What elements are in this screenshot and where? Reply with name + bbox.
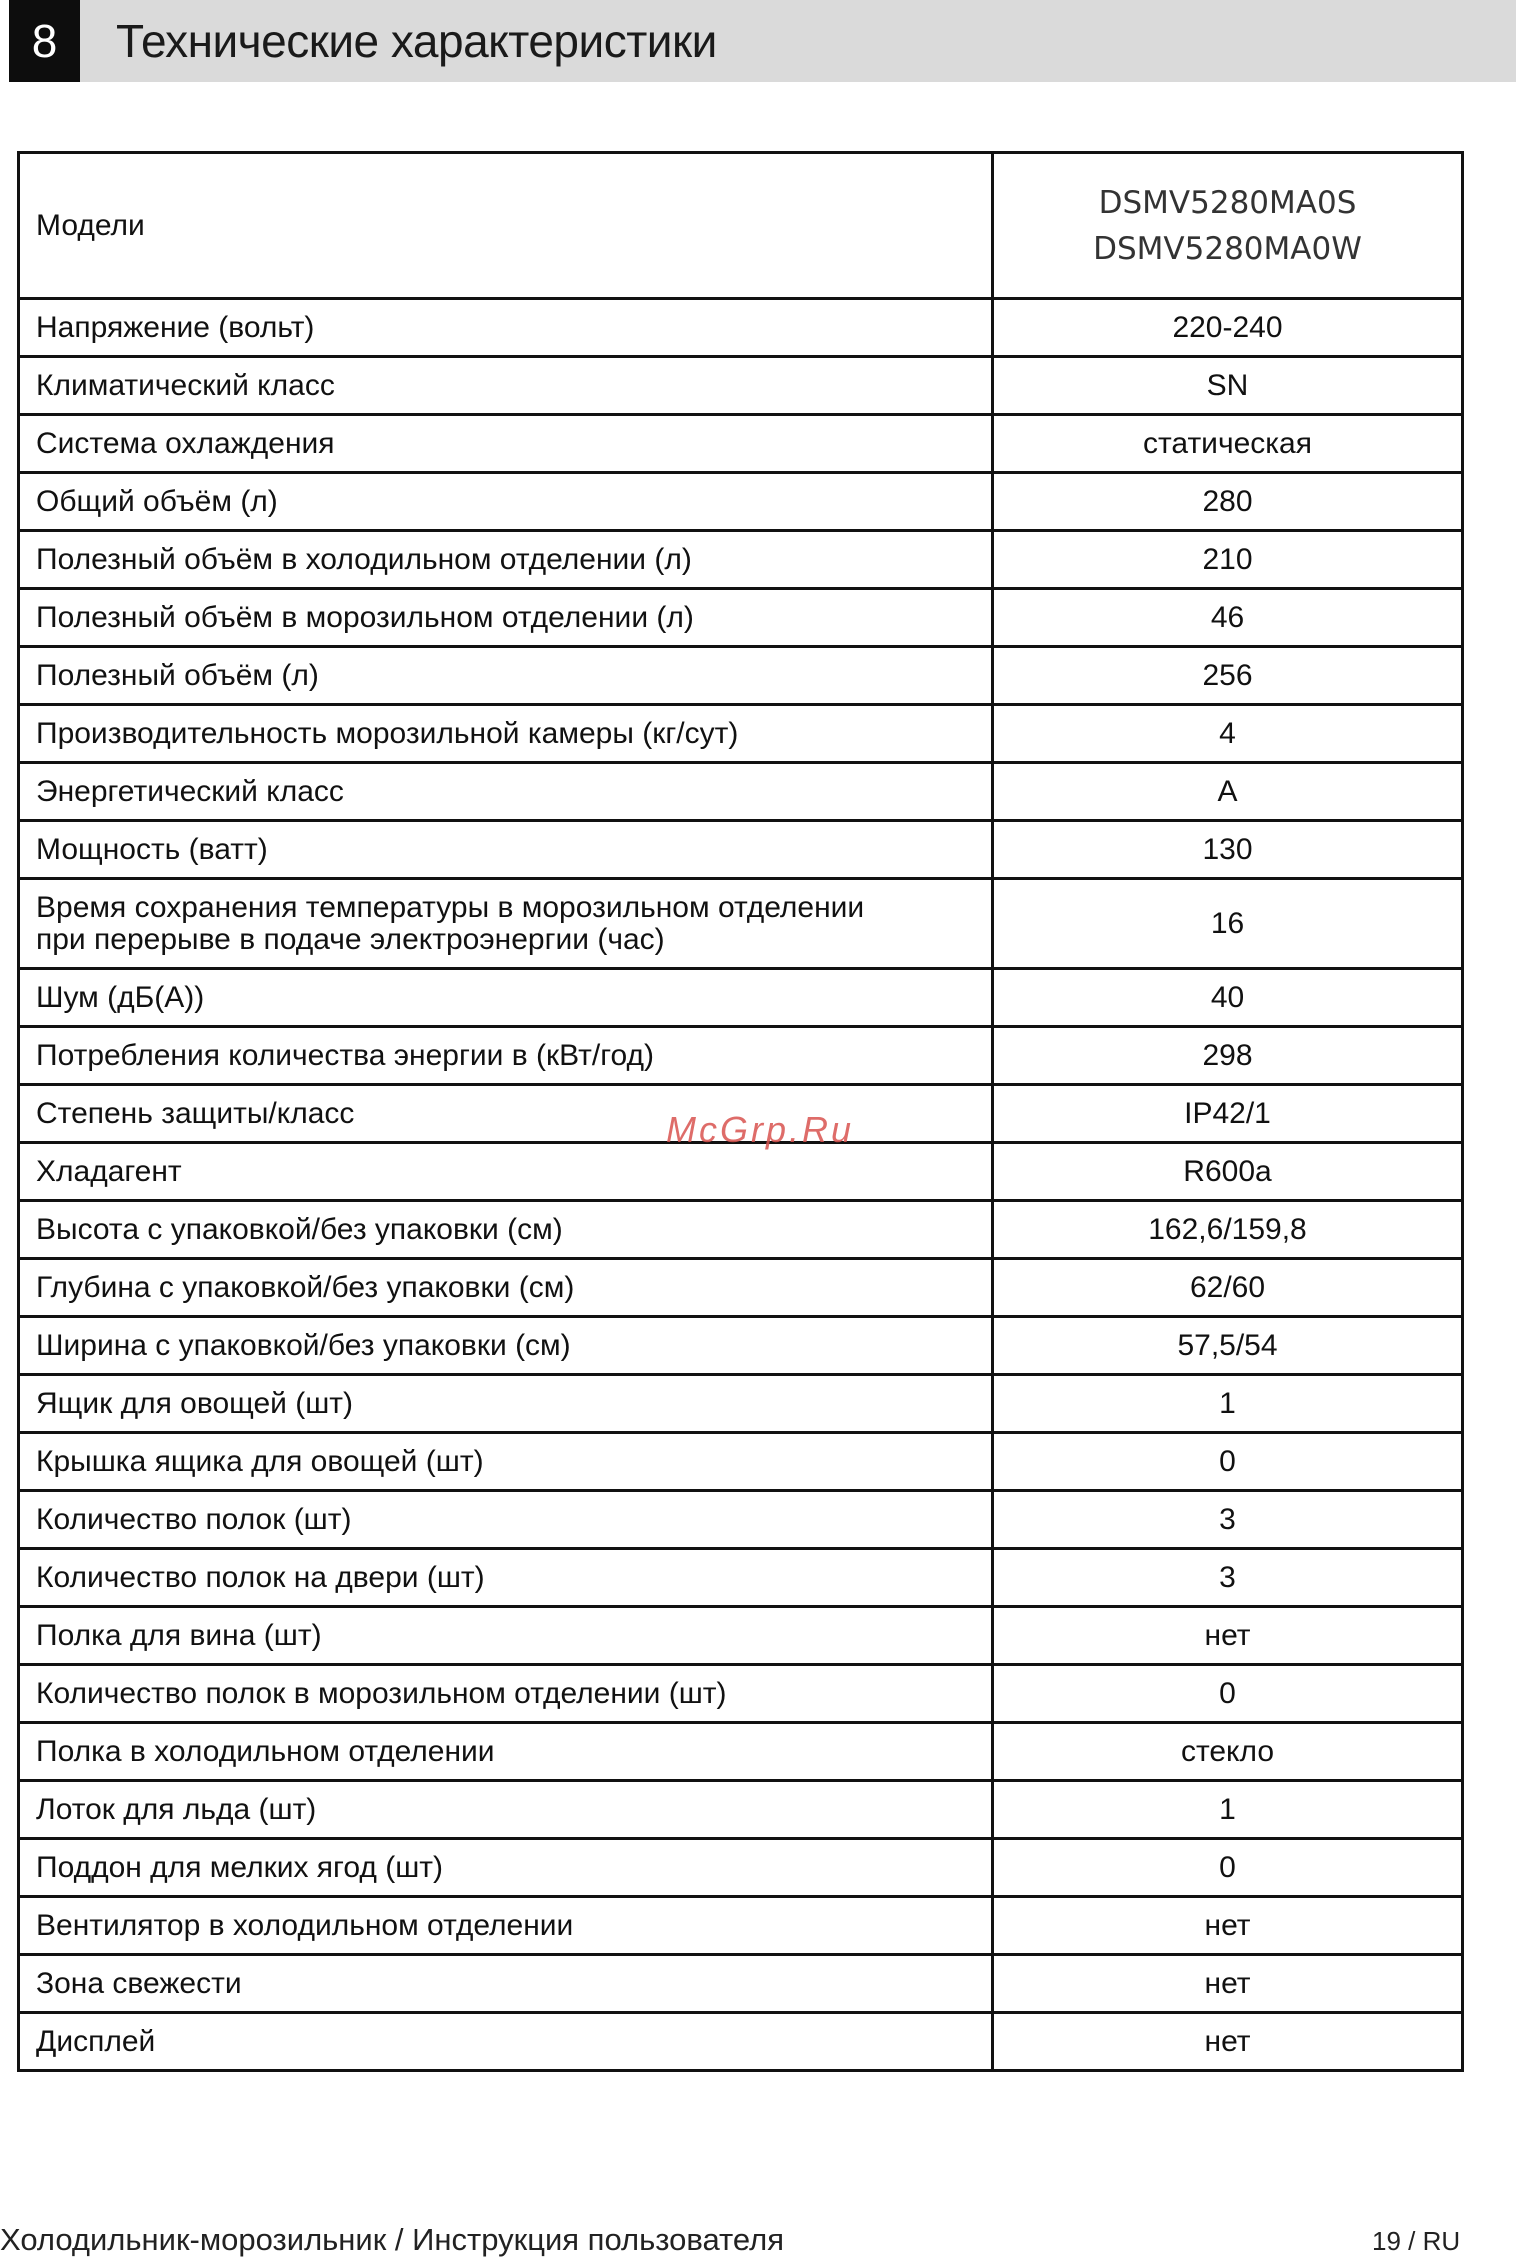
spec-value: 16: [993, 879, 1463, 969]
spec-value: статическая: [993, 415, 1463, 473]
footer-document-title: Холодильник-морозильник / Инструкция пользователя: [0, 2222, 784, 2257]
spec-value: 57,5/54: [993, 1317, 1463, 1375]
spec-value: IP42/1: [993, 1085, 1463, 1143]
table-row: [19, 1607, 1463, 1665]
table-row: [19, 1897, 1463, 1955]
spec-label: Полка для вина (шт): [19, 1607, 993, 1665]
table-row: [19, 2013, 1463, 2071]
table-row: [19, 299, 1463, 357]
table-row: [19, 1955, 1463, 2013]
table-row: [19, 1781, 1463, 1839]
spec-label: Полка в холодильном отделении: [19, 1723, 993, 1781]
spec-label: Мощность (ватт): [19, 821, 993, 879]
section-number: 8: [9, 0, 80, 82]
spec-value: 46: [993, 589, 1463, 647]
spec-label: Степень защиты/класс: [19, 1085, 993, 1143]
models-cell: [993, 153, 1463, 299]
table-row: [19, 969, 1463, 1027]
table-row: [19, 1259, 1463, 1317]
spec-label: Энергетический класс: [19, 763, 993, 821]
model-code: DSMV5280MA0S: [1098, 184, 1357, 221]
spec-value: нет: [993, 1955, 1463, 2013]
table-row: [19, 531, 1463, 589]
table-row: [19, 1839, 1463, 1897]
spec-value: нет: [993, 1607, 1463, 1665]
spec-value: R600a: [993, 1143, 1463, 1201]
spec-value: 130: [993, 821, 1463, 879]
spec-value: 0: [993, 1433, 1463, 1491]
table-row: [19, 1491, 1463, 1549]
spec-value: 0: [993, 1665, 1463, 1723]
spec-value: 210: [993, 531, 1463, 589]
table-row-models: [19, 153, 1463, 299]
spec-label-line: при перерыве в подаче электроэнергии (час): [36, 922, 665, 956]
spec-label: Производительность морозильной камеры (кг/сут): [19, 705, 993, 763]
spec-label: Модели: [19, 153, 993, 299]
spec-label: Ящик для овощей (шт): [19, 1375, 993, 1433]
spec-label: Крышка ящика для овощей (шт): [19, 1433, 993, 1491]
spec-value: SN: [993, 357, 1463, 415]
table-row: [19, 415, 1463, 473]
spec-value: 162,6/159,8: [993, 1201, 1463, 1259]
spec-label: Шум (дБ(A)): [19, 969, 993, 1027]
spec-value: 298: [993, 1027, 1463, 1085]
spec-value: 280: [993, 473, 1463, 531]
spec-label: Количество полок на двери (шт): [19, 1549, 993, 1607]
table-row: [19, 1549, 1463, 1607]
table-row: [19, 1723, 1463, 1781]
table-row: [19, 473, 1463, 531]
table-row: [19, 1201, 1463, 1259]
table-row: [19, 647, 1463, 705]
spec-label: Напряжение (вольт): [19, 299, 993, 357]
spec-label: Система охлаждения: [19, 415, 993, 473]
spec-value: 4: [993, 705, 1463, 763]
spec-value: 3: [993, 1491, 1463, 1549]
table-row: [19, 1433, 1463, 1491]
table-row: [19, 705, 1463, 763]
spec-label: Количество полок (шт): [19, 1491, 993, 1549]
spec-value: 40: [993, 969, 1463, 1027]
spec-value: 256: [993, 647, 1463, 705]
page-title: Технические характеристики: [116, 15, 717, 67]
spec-label: Полезный объём в морозильном отделении (л): [19, 589, 993, 647]
spec-label: [19, 879, 993, 969]
spec-label: Лоток для льда (шт): [19, 1781, 993, 1839]
table-row: [19, 1375, 1463, 1433]
table-row: [19, 357, 1463, 415]
spec-label: Глубина с упаковкой/без упаковки (см): [19, 1259, 993, 1317]
table-row: [19, 879, 1463, 969]
table-row: [19, 821, 1463, 879]
spec-label: Хладагент: [19, 1143, 993, 1201]
spec-value: 220-240: [993, 299, 1463, 357]
section-header: [80, 0, 1516, 82]
spec-label-line: Время сохранения температуры в морозильном отделении: [36, 890, 865, 924]
table-row: [19, 1317, 1463, 1375]
table-row: [19, 763, 1463, 821]
spec-label: Количество полок в морозильном отделении (шт): [19, 1665, 993, 1723]
spec-label: Полезный объём (л): [19, 647, 993, 705]
spec-label: Потребления количества энергии в (кВт/год): [19, 1027, 993, 1085]
spec-value: нет: [993, 2013, 1463, 2071]
spec-label: Поддон для мелких ягод (шт): [19, 1839, 993, 1897]
spec-label: Общий объём (л): [19, 473, 993, 531]
model-code: DSMV5280MA0W: [1093, 230, 1362, 267]
watermark: McGrp.Ru: [666, 1109, 855, 1150]
spec-label: Климатический класс: [19, 357, 993, 415]
spec-label: Ширина с упаковкой/без упаковки (см): [19, 1317, 993, 1375]
spec-value: нет: [993, 1897, 1463, 1955]
spec-value: 1: [993, 1375, 1463, 1433]
spec-label: Полезный объём в холодильном отделении (л): [19, 531, 993, 589]
table-row: [19, 1143, 1463, 1201]
spec-value: 0: [993, 1839, 1463, 1897]
spec-label: Высота с упаковкой/без упаковки (см): [19, 1201, 993, 1259]
table-row: [19, 589, 1463, 647]
spec-value: A: [993, 763, 1463, 821]
footer-page-number: 19 / RU: [1372, 2226, 1461, 2256]
spec-label: Дисплей: [19, 2013, 993, 2071]
spec-value: 1: [993, 1781, 1463, 1839]
table-row: [19, 1027, 1463, 1085]
spec-label: Вентилятор в холодильном отделении: [19, 1897, 993, 1955]
spec-value: 3: [993, 1549, 1463, 1607]
spec-value: 62/60: [993, 1259, 1463, 1317]
table-row: [19, 1665, 1463, 1723]
spec-label: Зона свежести: [19, 1955, 993, 2013]
spec-value: стекло: [993, 1723, 1463, 1781]
